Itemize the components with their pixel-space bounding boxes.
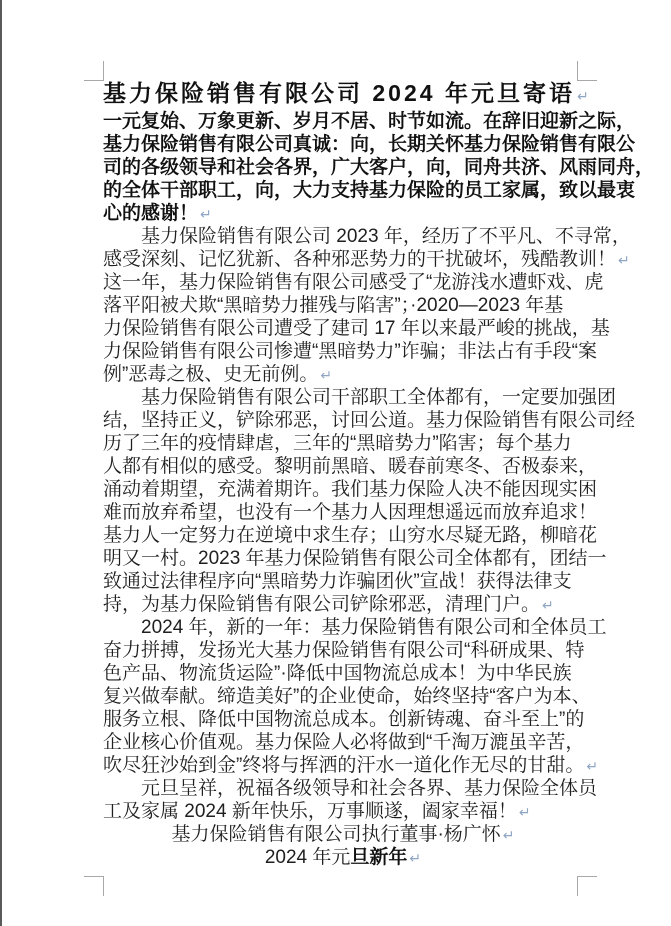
- text-line: [103, 501, 598, 524]
- text-line: [103, 731, 583, 754]
- text-line: [103, 133, 636, 156]
- paragraph-return-mark: ↵: [576, 88, 589, 104]
- paragraph-return-mark: ↵: [518, 804, 531, 820]
- crop-mark-bottom-right: [577, 876, 597, 896]
- text-line: [103, 455, 598, 478]
- text-run: 例”恶毒之极、史无前例。: [103, 364, 319, 385]
- text-line: [103, 386, 617, 409]
- text-line: [103, 202, 583, 225]
- document-content: [103, 80, 655, 869]
- text-line: [103, 248, 630, 271]
- text-run: 感受深刻、记忆犹新、各种邪恶势力的干扰破坏，残酷教训！: [103, 249, 617, 270]
- paragraph-return-mark: ↵: [409, 850, 422, 866]
- text-line: [103, 271, 604, 294]
- text-run: 的全体干部职工，向，大力支持基力保险的员工家属，致以最衷: [103, 180, 636, 201]
- text-line: [103, 570, 583, 593]
- text-run: 色产品、物流货运险”·降低中国物流总成本！为中华民族: [103, 663, 572, 684]
- paragraph-return-mark: ↵: [618, 252, 630, 268]
- text-run: 复兴做奉献。缔造美好”的企业使命，始终坚持“客户为本、: [103, 686, 591, 707]
- text-run: 基力保险销售有限公司真诚：向，长期关怀基力保险销售有限公: [103, 134, 636, 155]
- text-run: 2024 年，新的一年：基力保险销售有限公司和全体员工: [141, 617, 607, 638]
- text-run: 这一年，基力保险销售有限公司感受了“龙游浅水遭虾戏、虎: [103, 272, 604, 293]
- text-line: [103, 547, 607, 570]
- paragraph-return-mark: ↵: [320, 367, 333, 383]
- text-run: 基力人一定努力在逆境中求生存；山穷水尽疑无路，柳暗花: [103, 525, 598, 546]
- crop-mark-bottom-left: [84, 876, 104, 896]
- document-body: [103, 110, 655, 869]
- text-line: [103, 340, 597, 363]
- paragraph-return-mark: ↵: [542, 597, 554, 613]
- text-run: 司的各级领导和社会各界，广大客户，向，同舟共济、风雨同舟，: [103, 157, 655, 178]
- text-run: 基力保险销售有限公司执行董事·杨广怀: [171, 824, 501, 845]
- text-line: [103, 777, 598, 800]
- text-run: 吹尽狂沙始到金”终将与挥洒的汗水一道化作无尽的甘甜。: [103, 755, 585, 776]
- text-run: 结，坚持正义，铲除邪恶，讨回公道。基力保险销售有限公司经: [103, 410, 636, 431]
- paragraph-return-mark: ↵: [200, 206, 212, 222]
- text-run: 工及家属 2024 新年快乐，万事顺遂，阖家幸福！: [103, 801, 517, 822]
- text-run: 心的感谢！: [103, 203, 199, 224]
- text-run: 致通过法律程序向“黑暗势力诈骗团伙”宣战！获得法律支: [103, 571, 572, 592]
- crop-mark-top-left: [84, 61, 104, 81]
- text-line: [103, 616, 607, 639]
- text-run: 旦新年: [350, 847, 408, 868]
- text-line: [103, 110, 636, 133]
- text-line: [103, 639, 583, 662]
- text-run: 人都有相似的感受。黎明前黑暗、暖春前寒冬、否极泰来，: [103, 456, 598, 477]
- text-run: 服务立根、降低中国物流总成本。创新铸魂、奋斗至上”的: [103, 709, 585, 730]
- text-line: [103, 708, 583, 731]
- text-run: 元旦呈祥，祝福各级领导和社会各界、基力保险全体员: [141, 778, 598, 799]
- text-line: [103, 225, 631, 248]
- text-line: [103, 317, 610, 340]
- text-run: 持，为基力保险销售有限公司铲除邪恶，清理门户。: [103, 594, 541, 615]
- text-line: [103, 294, 583, 317]
- text-run: 难而放弃希望，也没有一个基力人因理想遥远而放弃追求！: [103, 502, 598, 523]
- text-line: [103, 846, 583, 869]
- text-run: 基力保险销售有限公司 2023 年，经历了不平凡、不寻常，: [141, 226, 631, 247]
- text-line: [103, 432, 583, 455]
- paragraph-return-mark: ↵: [502, 827, 515, 843]
- text-run: 力保险销售有限公司遭受了建司 17 年以来最严峻的挑战，基: [103, 318, 610, 339]
- paragraph-return-mark: ↵: [586, 758, 599, 774]
- text-line: [103, 524, 598, 547]
- text-line: [103, 685, 591, 708]
- text-line: [103, 179, 636, 202]
- text-run: 企业核心价值观。基力保险人必将做到“千淘万漉虽辛苦，: [103, 732, 585, 753]
- text-line: [103, 478, 598, 501]
- text-line: [103, 593, 583, 616]
- text-line: [103, 409, 636, 432]
- text-run: 2024 年元: [264, 847, 351, 868]
- text-line: [103, 156, 655, 179]
- text-line: [103, 662, 583, 685]
- document-title-text: 基力保险销售有限公司 2024 年元旦寄语: [103, 80, 575, 106]
- text-run: 历了三年的疫情肆虐，三年的“黑暗势力”陷害；每个基力: [103, 433, 572, 454]
- text-run: 明又一村。2023 年基力保险销售有限公司全体都有，团结一: [103, 548, 607, 569]
- text-run: 奋力拼搏，发扬光大基力保险销售有限公司“科研成果、特: [103, 640, 585, 661]
- text-run: 落平阳被犬欺“黑暗势力摧残与陷害”；·2020—2023 年基: [103, 295, 564, 316]
- crop-mark-top-right: [577, 61, 597, 81]
- text-run: 一元复始、万象更新、岁月不居、时节如流。在辞旧迎新之际，: [103, 111, 636, 132]
- text-run: 基力保险销售有限公司干部职工全体都有，一定要加强团: [141, 387, 617, 408]
- text-line: [103, 823, 583, 846]
- window-left-edge: [0, 0, 2, 926]
- text-run: 涌动着期望，充满着期许。我们基力保险人决不能因现实困: [103, 479, 598, 500]
- document-title: [103, 80, 589, 110]
- text-line: [103, 800, 583, 823]
- text-line: [103, 754, 599, 777]
- text-run: 力保险销售有限公司惨遭“黑暗势力”诈骗；非法占有手段“案: [103, 341, 597, 362]
- text-line: [103, 363, 583, 386]
